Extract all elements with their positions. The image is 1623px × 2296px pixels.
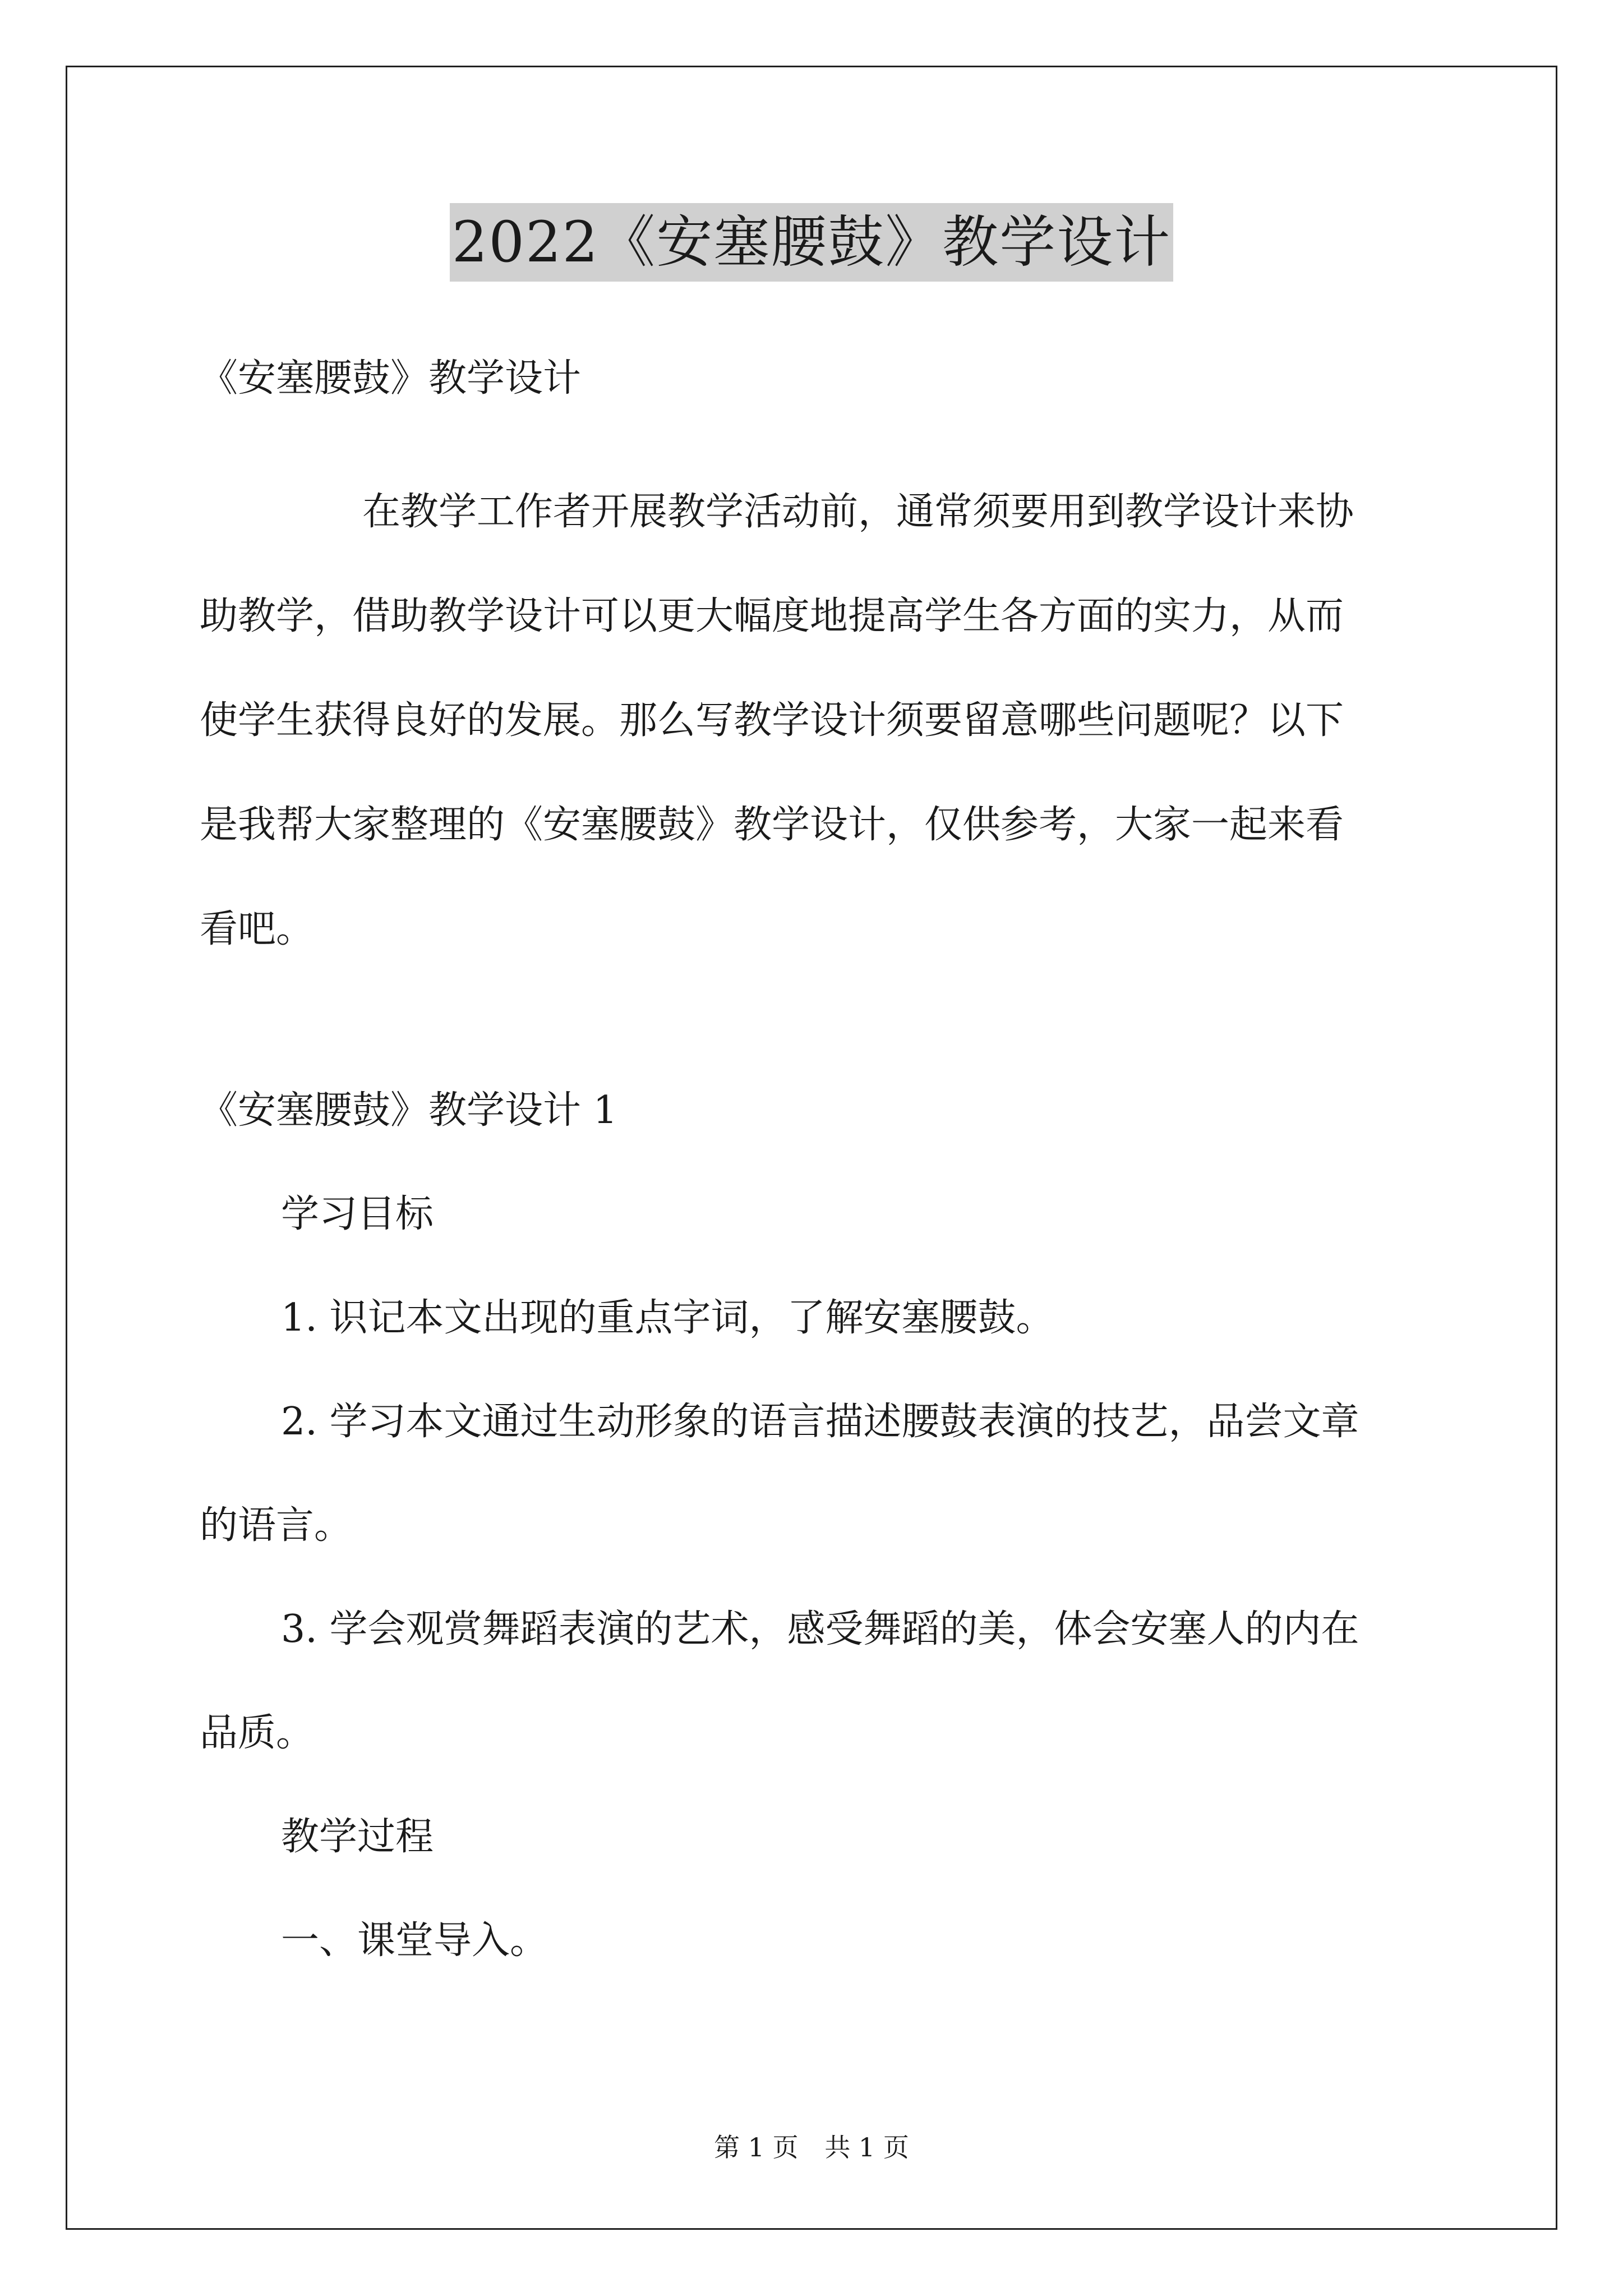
process-heading: 教学过程 [281, 1815, 434, 1859]
goal-item: 3. 学会观赏舞蹈表演的艺术，感受舞蹈的美，体会安塞人的内在 [281, 1607, 1359, 1651]
intro-line: 是我帮大家整理的《安塞腰鼓》教学设计，仅供参考，大家一起来看 [200, 803, 1344, 847]
section-heading: 《安塞腰鼓》教学设计 1 [200, 1088, 617, 1133]
intro-line: 使学生获得良好的发展。那么写教学设计须要留意哪些问题呢？以下 [200, 698, 1344, 743]
goal-item-continued: 的语言。 [200, 1503, 353, 1548]
page-footer [0, 2131, 1623, 2164]
goal-item-continued: 品质。 [200, 1711, 315, 1755]
goal-item: 1. 识记本文出现的重点字词，了解安塞腰鼓。 [281, 1296, 1054, 1340]
page-total: 共 1 页 [824, 2132, 909, 2162]
title-container [0, 203, 1623, 282]
step-item: 一、课堂导入。 [281, 1918, 548, 1963]
intro-line: 在教学工作者开展教学活动前，通常须要用到教学设计来协 [362, 490, 1354, 534]
page-number: 第 1 页 [714, 2132, 799, 2162]
document-subtitle: 《安塞腰鼓》教学设计 [200, 356, 582, 401]
goals-heading: 学习目标 [281, 1192, 434, 1236]
goal-item: 2. 学习本文通过生动形象的语言描述腰鼓表演的技艺，品尝文章 [281, 1400, 1359, 1444]
intro-line: 看吧。 [200, 907, 315, 951]
intro-line: 助教学，借助教学设计可以更大幅度地提高学生各方面的实力，从而 [200, 594, 1344, 638]
document-title: 2022《安塞腰鼓》教学设计 [450, 203, 1174, 282]
intro-paragraph [200, 460, 1428, 982]
